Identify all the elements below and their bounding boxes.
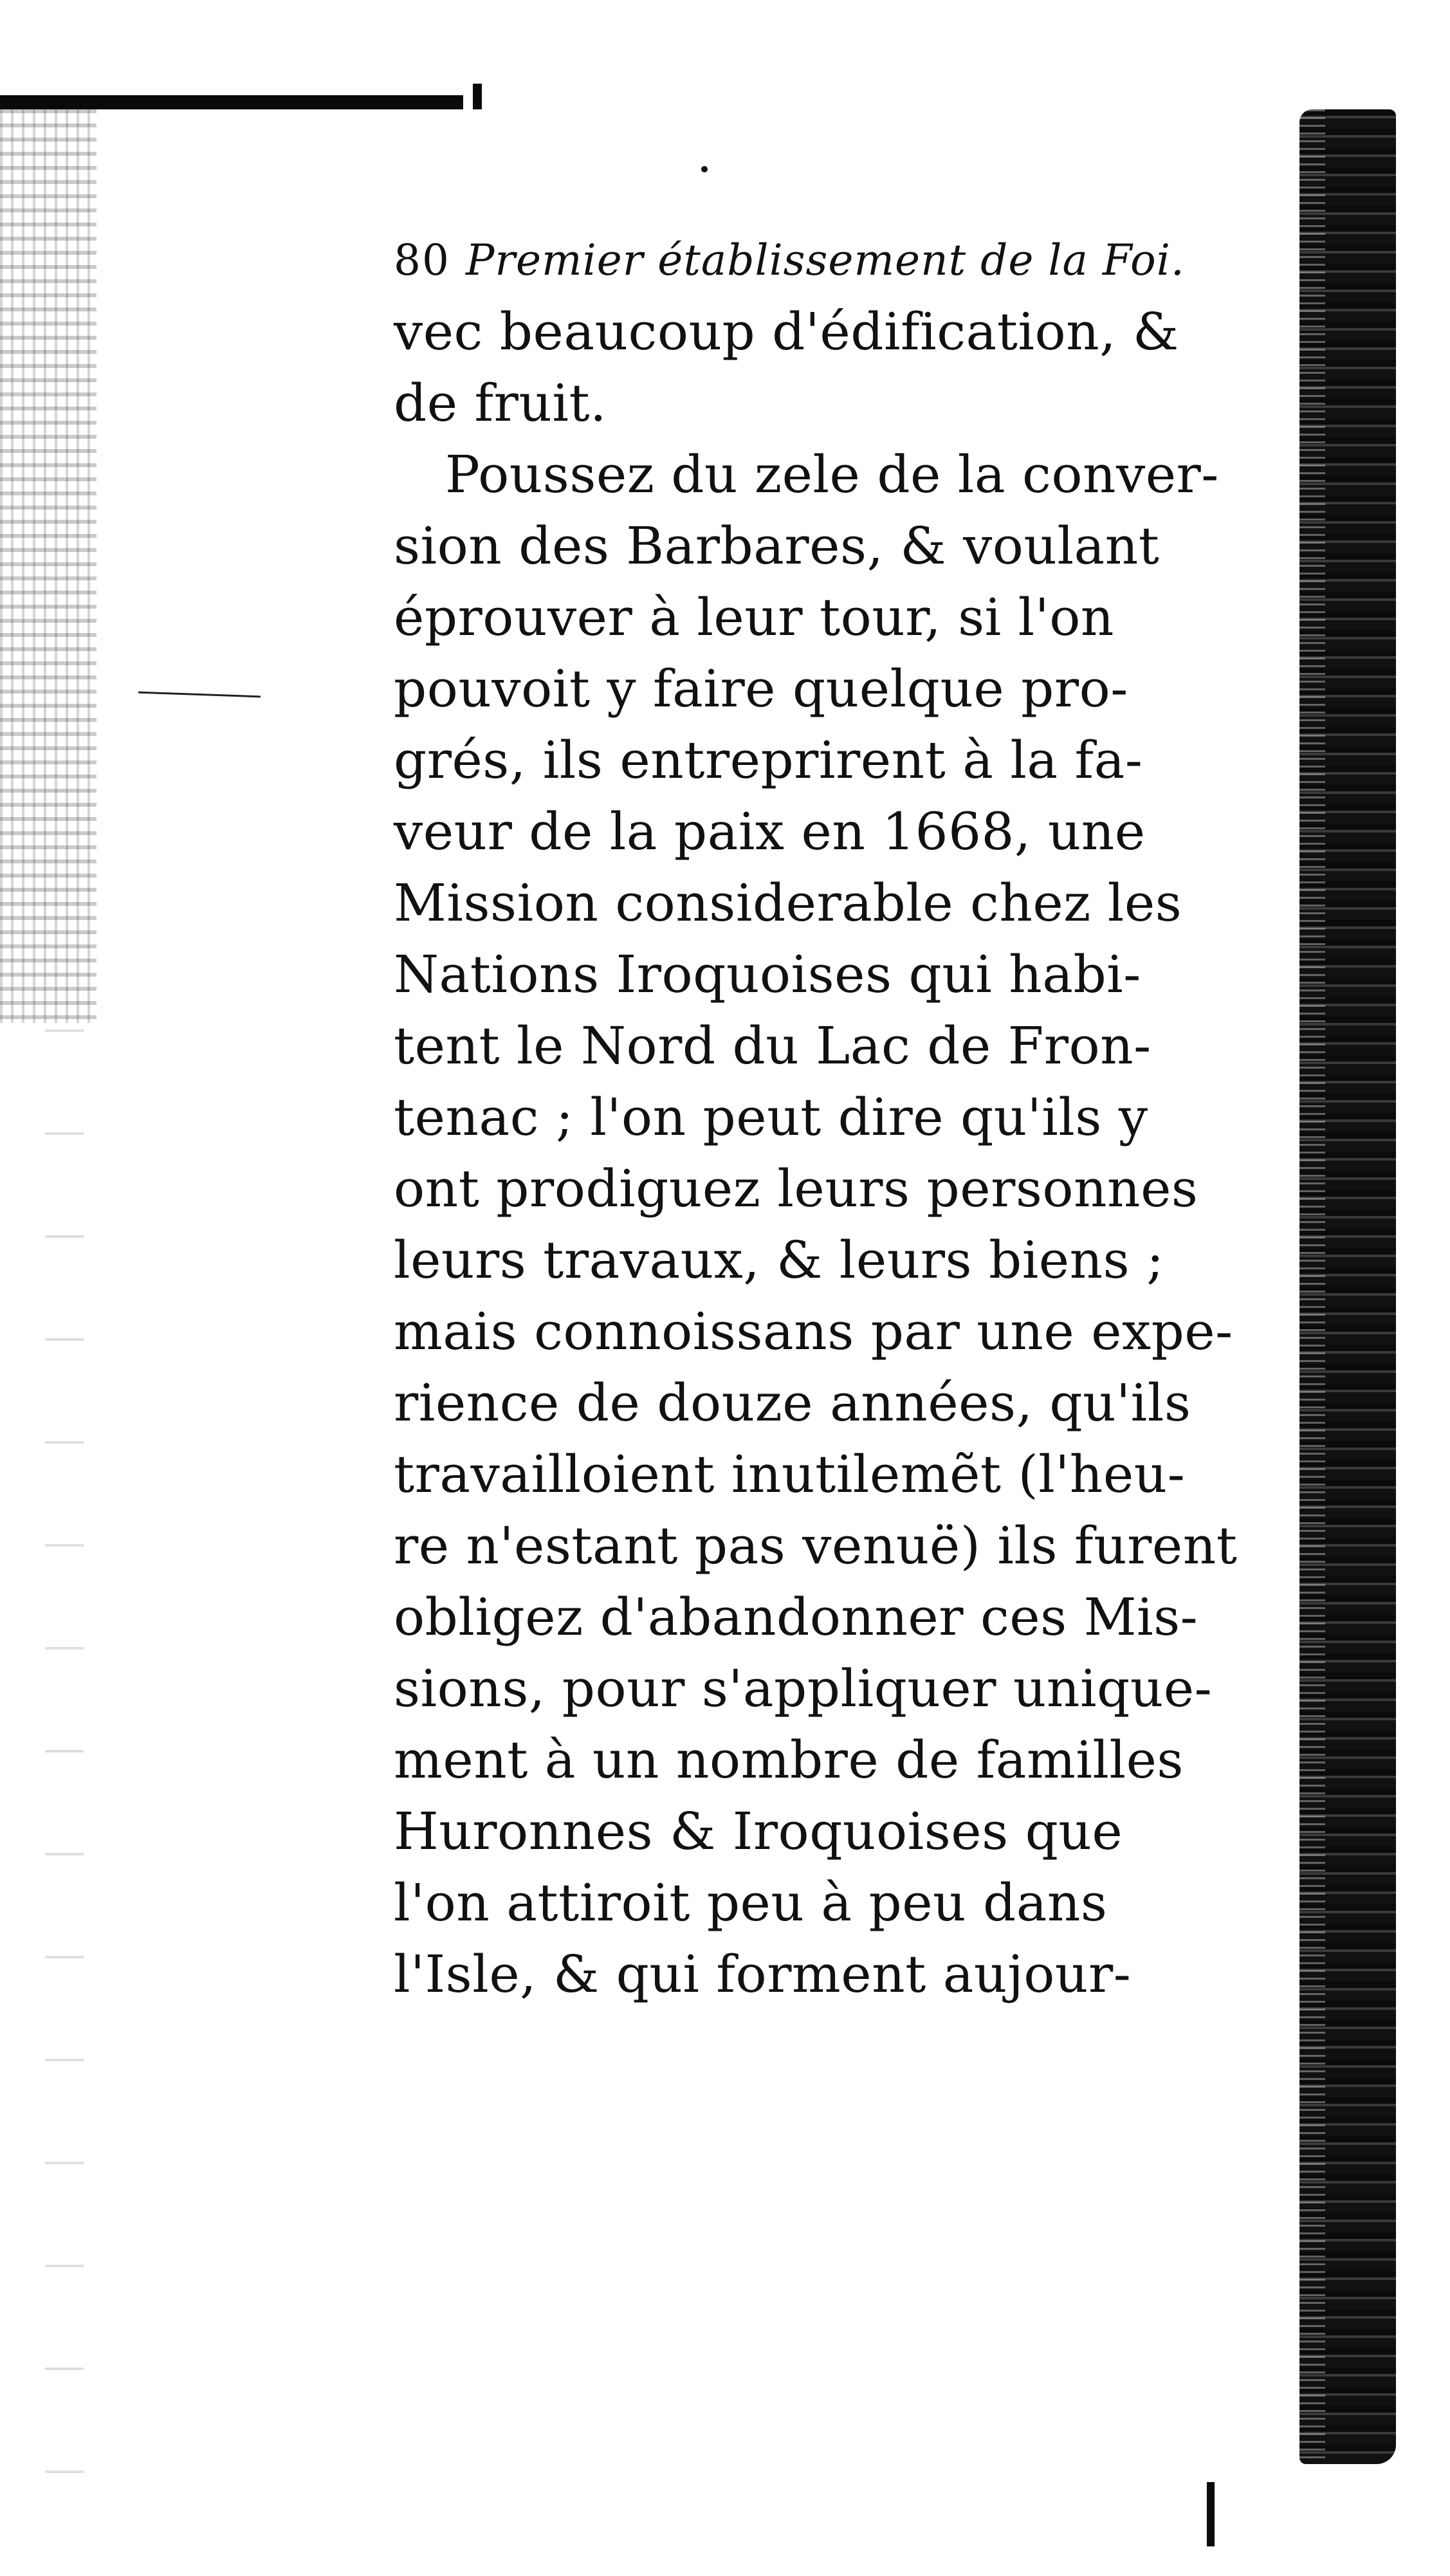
text-line: de fruit.	[394, 373, 607, 433]
text-line: Huronnes & Iroquoises que	[394, 1801, 1123, 1861]
running-head-title: Premier établissement de la Foi.	[465, 235, 1185, 285]
text-line: leurs travaux, & leurs biens ;	[394, 1230, 1164, 1290]
text-line: Mission considerable chez les	[394, 873, 1182, 933]
text-line: travailloient inutilemẽt (l'heu-	[394, 1444, 1186, 1504]
text-line: re n'estant pas venuë) ils furent	[394, 1516, 1238, 1576]
text-line: tenac ; l'on peut dire qu'ils y	[394, 1087, 1148, 1147]
stray-ink-dot	[701, 166, 708, 172]
text-line: veur de la paix en 1668, une	[394, 802, 1146, 861]
text-line: Poussez du zele de la conver-	[445, 445, 1219, 504]
bottom-ink-mark	[1207, 2482, 1215, 2546]
text-line: l'on attiroit peu à peu dans	[394, 1873, 1108, 1933]
top-rule-tick	[473, 84, 482, 109]
text-line: obligez d'abandonner ces Mis-	[394, 1587, 1198, 1647]
left-binding-margin	[0, 109, 96, 1023]
body-text	[394, 296, 1249, 2010]
text-line: tent le Nord du Lac de Fron-	[394, 1016, 1152, 1076]
text-line: l'Isle, & qui forment aujour-	[394, 1944, 1132, 2004]
text-block	[394, 232, 1249, 2010]
text-line: ont prodiguez leurs personnes	[394, 1159, 1198, 1219]
text-line: éprouver à leur tour, si l'on	[394, 587, 1114, 647]
text-line: ment à un nombre de familles	[394, 1730, 1184, 1790]
left-margin-specks	[45, 1029, 84, 2509]
text-line: sion des Barbares, & voulant	[394, 516, 1160, 576]
text-line: grés, ils entreprirent à la fa-	[394, 730, 1143, 790]
top-rule	[0, 95, 463, 109]
page-number: 80	[394, 235, 450, 285]
margin-dash	[138, 692, 261, 698]
text-line: pouvoit y faire quelque pro-	[394, 659, 1128, 719]
text-line: mais connoissans par une expe-	[394, 1302, 1233, 1361]
text-line: Nations Iroquoises qui habi-	[394, 944, 1141, 1004]
text-line: vec beaucoup d'édification, &	[394, 302, 1179, 362]
right-page-edge-texture	[1299, 109, 1325, 2464]
text-line: rience de douze années, qu'ils	[394, 1373, 1191, 1433]
text-line: sions, pour s'appliquer unique-	[394, 1659, 1213, 1718]
running-head	[394, 232, 1249, 296]
